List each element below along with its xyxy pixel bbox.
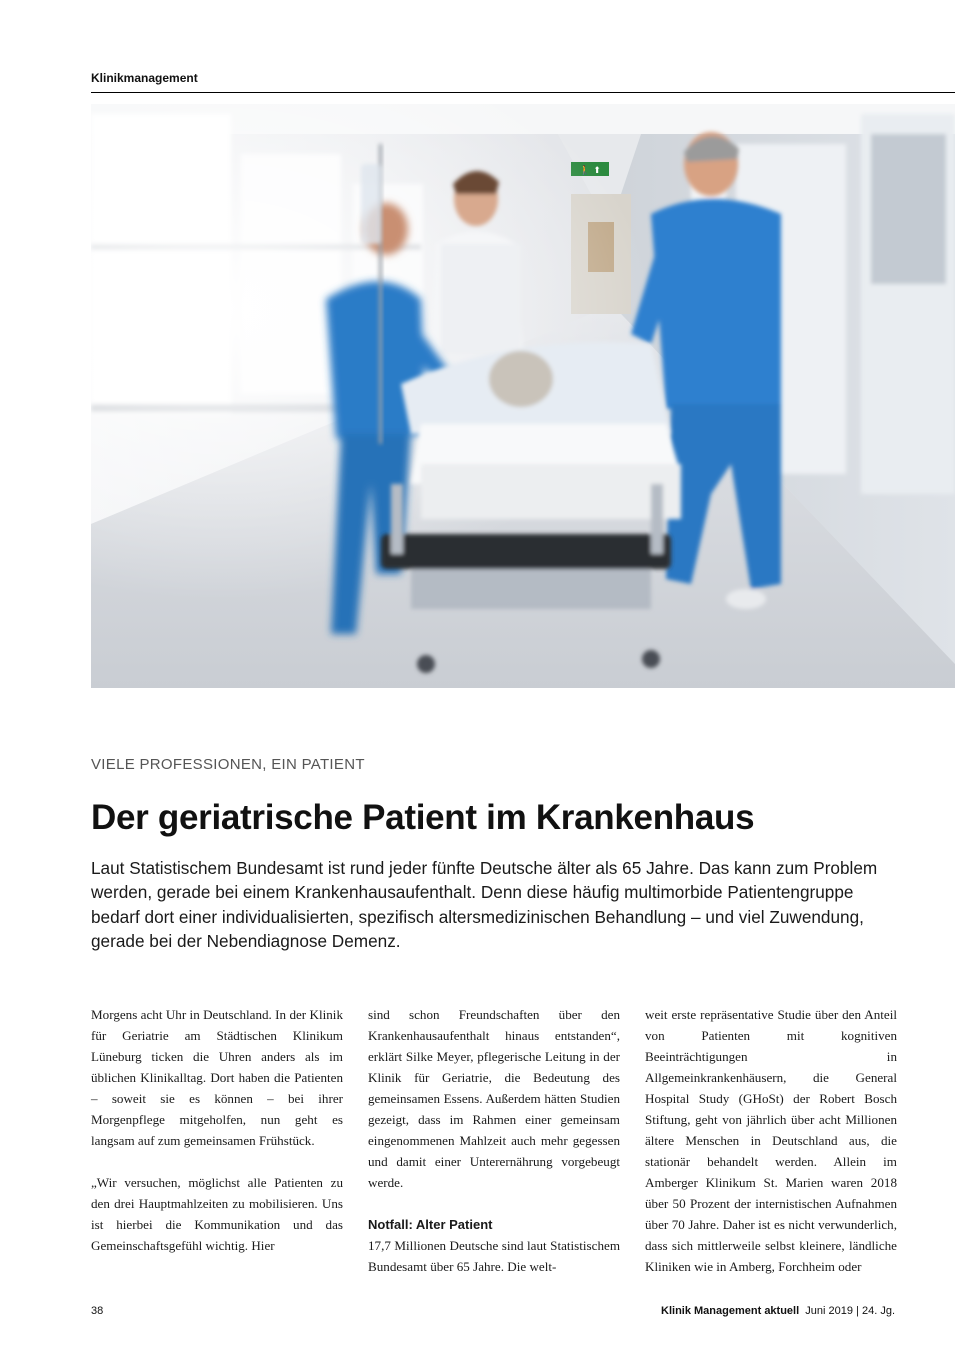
page-number: 38: [91, 1305, 104, 1317]
article-title: Der geriatrische Patient im Krankenhaus: [91, 798, 755, 837]
issue-info: Juni 2019 | 24. Jg.: [805, 1305, 895, 1317]
body-column-1: [91, 1004, 343, 1256]
article-kicker: VIELE PROFESSIONEN, EIN PATIENT: [91, 756, 365, 773]
hero-photo: [91, 104, 955, 688]
body-column-2: [368, 1004, 620, 1277]
paragraph: Morgens acht Uhr in Deutschland. In der Klinik für Geriatrie am Städtischen Klinikum Lüneburg ticken die Uhren anders als im üblichen Klinikalltag. Dort haben die Patienten – soweit sie es können – bei ihrer Morgenpflege mitgeholfen, nun geht es langsam auf zum gemeinsamen Frühstück.: [91, 1007, 343, 1148]
paragraph: 17,7 Millionen Deutsche sind laut Statistischem Bundesamt über 65 Jahre. Die welt-: [368, 1238, 620, 1274]
paragraph: sind schon Freundschaften über den Krankenhausaufenthalt hinaus entstanden“, erklärt Silke Meyer, pflegerische Leitung in der Klinik für Geriatrie, die Bedeutung des gemeinsamen Essens. Außerdem hätten Studien gezeigt, dass im Rahmen einer gemeinsam eingenommenen Mahlzeit auch mehr gegessen und damit einer Unterernährung vorgebeugt werde.: [368, 1007, 620, 1190]
body-column-3: [645, 1004, 897, 1277]
section-label: Klinikmanagement: [91, 71, 198, 85]
paragraph: „Wir versuchen, möglichst alle Patienten zu den drei Hauptmahlzeiten zu mobilisieren. Uns ist hierbei die Kommunikation und das Gemeinschaftsgefühl wichtig. Hier: [91, 1175, 343, 1253]
article-lead: Laut Statistischem Bundesamt ist rund jeder fünfte Deutsche älter als 65 Jahre. Das kann zum Problem werden, gerade bei einem Krankenhausaufenthalt. Denn diese häufig multimorbide Patientengruppe bedarf dort einer individualisierten, spezifisch altersmedizinischen Behandlung – und viel Zuwendung, gerade bei der Nebendiagnose Demenz.: [91, 858, 878, 951]
subheading: Notfall: Alter Patient: [368, 1217, 493, 1232]
paragraph: weit erste repräsentative Studie über den Anteil von Patienten mit kognitiven Beeinträchtigungen in Allgemeinkrankenhäusern, die General Hospital Study (GHoSt) der Robert Bosch Stiftung, geht von jährlich über acht Millionen ältere Menschen in Deutschland aus, die stationär behandelt werden. Allein im Amberger Klinikum St. Marien waren 2018 über 50 Prozent der internistischen Aufnahmen über 70 Jahre. Daher ist es nicht verwunderlich, dass sich mittlerweile selbst kleinere, ländliche Kliniken wie in Amberg, Forchheim oder: [645, 1007, 897, 1274]
journal-footer: [661, 1305, 895, 1317]
journal-name: Klinik Management aktuell: [661, 1305, 800, 1317]
header-rule: [91, 92, 955, 93]
